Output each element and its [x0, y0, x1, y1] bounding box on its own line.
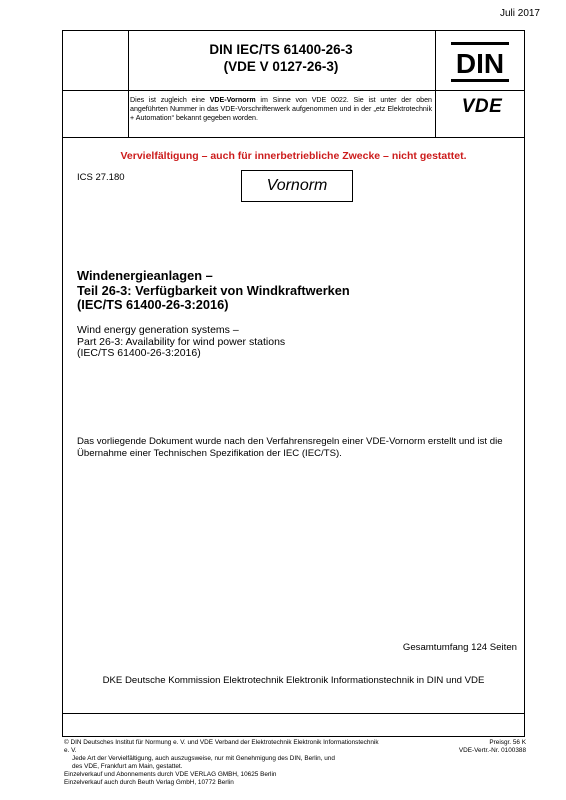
footer-price: Preisgr. 56 K VDE-Vertr.-Nr. 0100388 [458, 739, 526, 754]
divider [63, 137, 524, 138]
divider [435, 31, 436, 137]
svg-text:DIN: DIN [455, 48, 505, 79]
copy-warning: Vervielfältigung – auch für innerbetriebliche Zwecke – nicht gestattet. [120, 150, 467, 162]
divider [63, 90, 524, 91]
standard-number-vde: (VDE V 0127-26-3) [223, 59, 339, 74]
total-pages: Gesamtumfang 124 Seiten [402, 642, 517, 653]
vde-note: Dies ist zugleich eine VDE-Vornorm im Sinne von VDE 0022. Sie ist unter der oben angeführten Nummer in das VDE-Vorschriftenwerk aufgenommen und in der „etz Elektrotechnik + Automation“ bekannt gegeben worden. [130, 96, 432, 122]
english-title: Wind energy generation systems – Part 26-3: Availability for wind power stations (IEC/TS 61400-26-3:2016) [77, 324, 286, 359]
dke-line: DKE Deutsche Kommission Elektrotechnik Elektronik Informationstechnik in DIN und VDE [102, 675, 485, 686]
standard-number-din: DIN IEC/TS 61400-26-3 [209, 42, 353, 57]
document-type-box: Vornorm [241, 170, 353, 202]
ics-code: ICS 27.180 [77, 172, 125, 183]
standard-number [130, 41, 432, 75]
divider [63, 713, 524, 714]
intro-paragraph: Das vorliegende Dokument wurde nach den Verfahrensregeln einer VDE-Vornorm erstellt und ist die Übernahme einer Technischen Spezifikation der IEC (IEC/TS). [77, 436, 503, 459]
german-title: Windenergieanlagen – Teil 26-3: Verfügbarkeit von Windkraftwerken (IEC/TS 61400-26-3:2016) [77, 268, 350, 312]
divider [128, 31, 129, 137]
vde-logo: VDE [461, 96, 503, 117]
cover-frame [62, 30, 525, 737]
publication-date: Juli 2017 [499, 8, 540, 19]
footer-copyright: © DIN Deutsches Institut für Normung e. V. und VDE Verband der Elektrotechnik Elektronik Informationstechnik e. V. Jede Art der Vervielfältigung, auch auszugsweise, nur mit Genehmigung des DIN, Berlin, und des VDE, Frankfurt am Main, gestattet. Einzelverkauf und Abonnements durch VDE VERLAG GMBH, 10625 Berlin Einzelverkauf auch durch Beuth Verlag GmbH, 10772 Berlin [64, 739, 379, 786]
din-logo [451, 42, 509, 82]
